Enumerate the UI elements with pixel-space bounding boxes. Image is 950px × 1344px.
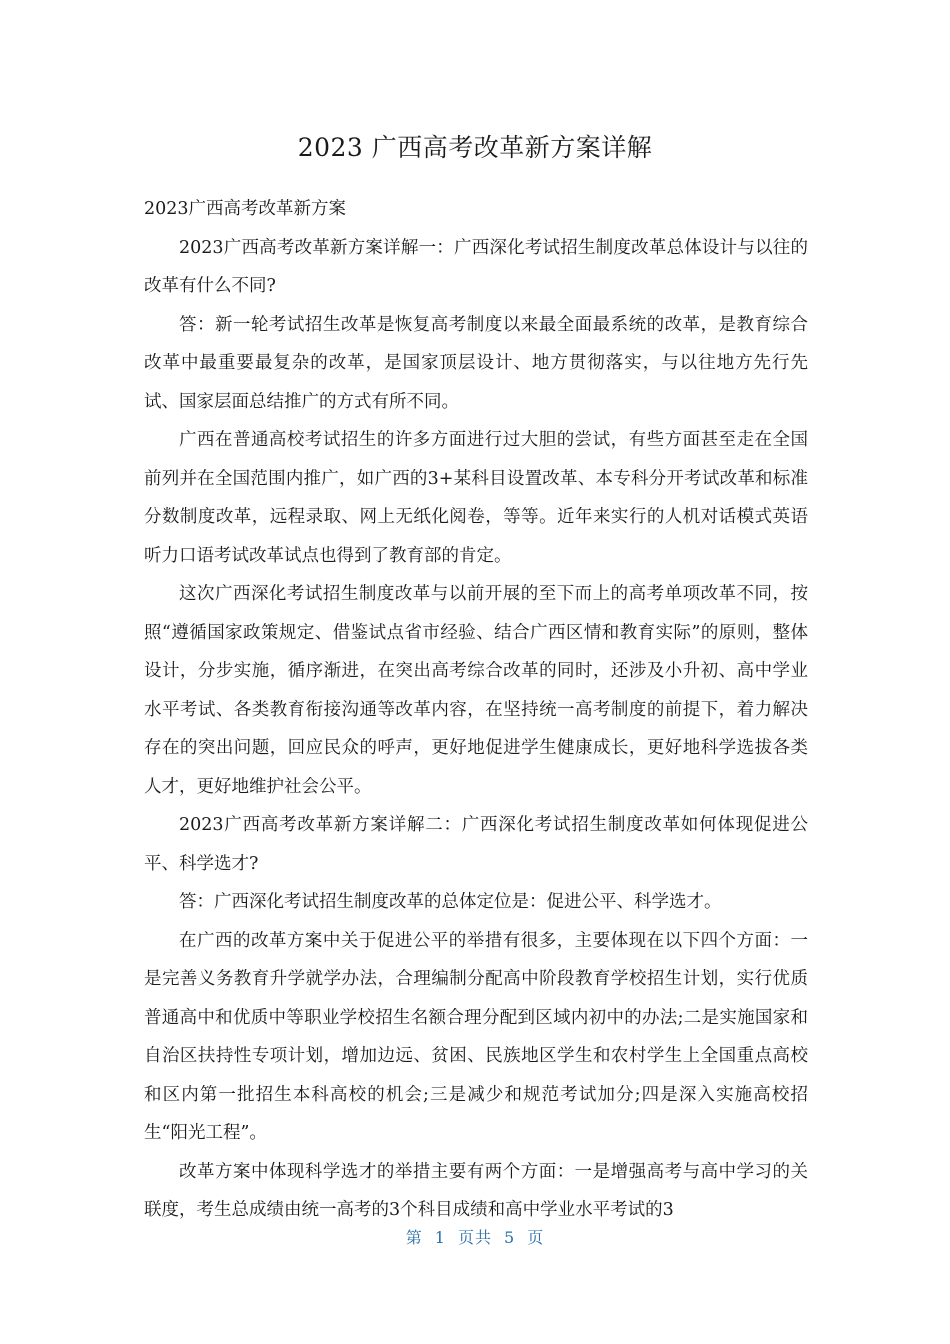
paragraph: 2023广西高考改革新方案详解一：广西深化考试招生制度改革总体设计与以往的改革有什么不同?	[144, 237, 808, 296]
footer-page-number: 1	[434, 1228, 446, 1247]
footer-total-pages: 5	[504, 1228, 516, 1247]
footer-total-label: 页共	[457, 1228, 492, 1247]
paragraph: 这次广西深化考试招生制度改革与以前开展的至下而上的高考单项改革不同，按照“遵循国家政策规定、借鉴试点省市经验、结合广西区情和教育实际”的原则，整体设计，分步实施，循序渐进，在突出高考综合改革的同时，还涉及小升初、高中学业水平考试、各类教育衔接沟通等改革内容，在坚持统一高考制度的前提下，着力解决存在的突出问题，回应民众的呼声，更好地促进学生健康成长，更好地科学选拔各类人才，更好地维护社会公平。	[144, 584, 808, 797]
paragraph: 改革方案中体现科学选才的举措主要有两个方面：一是增强高考与高中学习的关联度，考生总成绩由统一高考的3个科目成绩和高中学业水平考试的3	[144, 1161, 808, 1220]
page-title: 2023 广西高考改革新方案详解	[297, 133, 653, 162]
paragraph-heading: 2023广西高考改革新方案	[144, 199, 347, 219]
document-body	[144, 190, 808, 1230]
paragraph: 广西在普通高校考试招生的许多方面进行过大胆的尝试，有些方面甚至走在全国前列并在全国范围内推广，如广西的3+某科目设置改革、本专科分开考试改革和标准分数制度改革，远程录取、网上无纸化阅卷，等等。近年来实行的人机对话模式英语听力口语考试改革试点也得到了教育部的肯定。	[144, 430, 808, 566]
paragraph: 答：广西深化考试招生制度改革的总体定位是：促进公平、科学选才。	[179, 892, 722, 912]
page-footer	[0, 1224, 950, 1252]
paragraph: 2023广西高考改革新方案详解二：广西深化考试招生制度改革如何体现促进公平、科学选才?	[144, 815, 808, 874]
footer-page-label: 第	[405, 1228, 423, 1247]
paragraph: 答：新一轮考试招生改革是恢复高考制度以来最全面最系统的改革，是教育综合改革中最重要最复杂的改革，是国家顶层设计、地方贯彻落实，与以往地方先行先试、国家层面总结推广的方式有所不同。	[144, 314, 808, 412]
footer-end-label: 页	[527, 1228, 545, 1247]
paragraph: 在广西的改革方案中关于促进公平的举措有很多，主要体现在以下四个方面：一是完善义务教育升学就学办法，合理编制分配高中阶段教育学校招生计划，实行优质普通高中和优质中等职业学校招生名额合理分配到区域内初中的办法;二是实施国家和自治区扶持性专项计划，增加边远、贫困、民族地区学生和农村学生上全国重点高校和区内第一批招生本科高校的机会;三是减少和规范考试加分;四是深入实施高校招生“阳光工程”。	[144, 930, 808, 1143]
